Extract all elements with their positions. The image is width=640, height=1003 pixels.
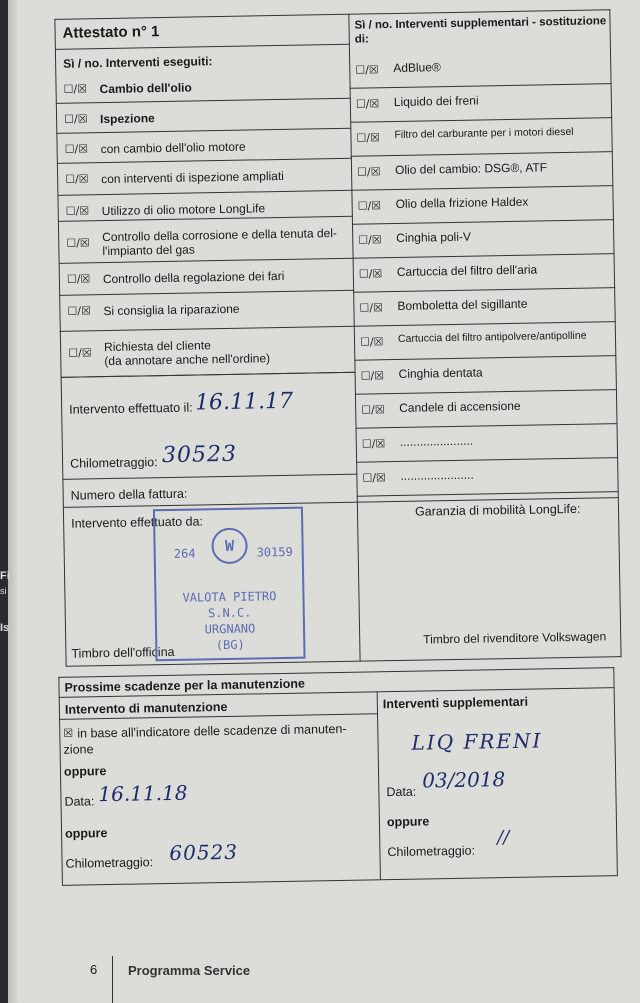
- supplementary-mileage-label: Chilometraggio:: [387, 843, 476, 860]
- left-item-checkbox[interactable]: ☐/☒: [65, 172, 89, 186]
- next-date-label: Data:: [64, 794, 95, 809]
- supplementary-date-label: Data:: [386, 784, 417, 800]
- oppure-label-1: oppure: [63, 764, 107, 779]
- right-item-label: Olio del cambio: DSG®, ATF: [394, 160, 548, 177]
- indicator-text-line2: zione: [63, 742, 94, 757]
- document-page: [8, 0, 640, 1003]
- edge-text-2: si: [0, 586, 7, 596]
- right-item-checkbox[interactable]: ☐/☒: [361, 403, 385, 417]
- workshop-stamp-label: Timbro dell'officina: [71, 644, 175, 661]
- right-item-checkbox[interactable]: ☐/☒: [358, 233, 382, 247]
- right-item-checkbox[interactable]: ☐/☒: [361, 437, 386, 451]
- right-item-checkbox[interactable]: ☐/☒: [356, 131, 381, 145]
- right-item-label: Cinghia dentata: [398, 365, 483, 381]
- right-item-checkbox[interactable]: ☐/☒: [355, 97, 380, 111]
- next-mileage-value[interactable]: 60523: [169, 839, 239, 865]
- left-item-checkbox[interactable]: ☐/☒: [67, 304, 92, 318]
- right-item-checkbox[interactable]: ☐/☒: [358, 267, 383, 281]
- right-item-label: Liquido dei freni: [393, 93, 479, 109]
- supplementary-column-header: Interventi supplementari: [382, 694, 529, 712]
- left-item-checkbox[interactable]: ☐/☒: [65, 204, 90, 218]
- right-item-checkbox[interactable]: ☐/☒: [357, 199, 382, 213]
- maintenance-column-header: Intervento di manutenzione: [64, 699, 228, 717]
- supplementary-date-value[interactable]: 03/2018: [421, 767, 506, 793]
- left-item-label: Utilizzo di olio motore LongLife: [101, 201, 266, 219]
- right-item-checkbox[interactable]: ☐/☒: [359, 335, 384, 349]
- mileage-value[interactable]: 30523: [161, 441, 238, 469]
- service-date-label: Intervento effettuato il:: [69, 400, 193, 417]
- right-column-header-cont: di:: [354, 33, 369, 46]
- right-item-label: Candele di accensione: [399, 398, 521, 415]
- left-item-label: (da annotare anche nell'ordine): [104, 351, 271, 369]
- stamp-name: VALOTA PIETRO: [182, 589, 277, 605]
- indicator-text-line1: in base all'indicatore delle scadenze di manuten-: [77, 721, 347, 741]
- right-item-label: Filtro del carburante per i motori diesel: [394, 125, 574, 141]
- certificate-title: Attestato n° 1: [62, 23, 160, 42]
- performed-by-label: Intervento effettuato da:: [71, 514, 204, 531]
- footer-divider: [112, 956, 113, 1003]
- next-maintenance-form: [8, 0, 640, 1003]
- left-item-label: Ispezione: [99, 111, 155, 127]
- oppure-label-3: oppure: [386, 814, 430, 830]
- right-column-header: Sì / no. Interventi supplementari - sostituzione: [354, 15, 607, 32]
- left-item-checkbox[interactable]: ☐/☒: [63, 82, 88, 96]
- right-item-label: ......................: [400, 467, 474, 483]
- left-item-checkbox[interactable]: ☐/☒: [66, 236, 90, 250]
- right-item-checkbox[interactable]: ☐/☒: [355, 63, 379, 77]
- indicator-checkbox[interactable]: ☒: [63, 726, 74, 740]
- right-item-label: Bomboletta del sigillante: [397, 296, 528, 313]
- mileage-label: Chilometraggio:: [69, 455, 158, 471]
- left-item-checkbox[interactable]: ☐/☒: [66, 272, 91, 286]
- left-item-label: Richiesta del cliente: [103, 338, 211, 355]
- stamp-town: URGNANO: [204, 621, 256, 637]
- right-item-checkbox[interactable]: ☐/☒: [356, 165, 381, 179]
- supplementary-mileage-value[interactable]: //: [497, 827, 510, 849]
- right-item-label: AdBlue®: [393, 60, 441, 75]
- left-item-label: l'impianto del gas: [102, 242, 195, 259]
- left-item-checkbox[interactable]: ☐/☒: [68, 346, 92, 360]
- right-item-checkbox[interactable]: ☐/☒: [362, 471, 386, 485]
- oppure-label-2: oppure: [64, 826, 108, 841]
- supplementary-item-value[interactable]: LIQ FRENI: [411, 728, 543, 755]
- vw-logo-icon: W: [211, 528, 248, 565]
- stamp-company: S.N.C.: [207, 605, 252, 621]
- longlife-guarantee-label: Garanzia di mobilità LongLife:: [414, 501, 581, 519]
- edge-text-1: Fi: [0, 570, 10, 582]
- right-item-checkbox[interactable]: ☐/☒: [360, 369, 385, 383]
- left-item-label: con cambio dell'olio motore: [100, 139, 246, 157]
- right-item-label: Olio della frizione Haldex: [395, 194, 529, 211]
- stamp-number: 30159: [256, 544, 293, 560]
- left-item-label: Controllo della regolazione dei fari: [102, 268, 285, 287]
- left-column-header: Sì / no. Interventi eseguiti:: [63, 54, 213, 71]
- next-date-value[interactable]: 16.11.18: [98, 780, 188, 807]
- footer-title: Programma Service: [128, 963, 251, 978]
- dealer-stamp-label: Timbro del rivenditore Volkswagen: [423, 629, 607, 647]
- left-item-checkbox[interactable]: ☐/☒: [64, 142, 89, 156]
- stamp-code: 264: [173, 546, 196, 561]
- page-number: 6: [90, 962, 98, 977]
- right-item-label: Cartuccia del filtro dell'aria: [396, 262, 538, 279]
- left-item-label: con interventi di ispezione ampliati: [101, 168, 285, 187]
- right-item-label: ......................: [399, 433, 474, 449]
- left-item-label: Cambio dell'olio: [99, 80, 192, 97]
- left-item-label: Si consiglia la riparazione: [103, 301, 240, 319]
- right-item-label: Cinghia poli-V: [396, 229, 472, 245]
- edge-text-3: Is: [0, 622, 10, 634]
- left-item-label: Controllo della corrosione e della tenuta del-: [102, 226, 338, 245]
- stamp-province: (BG): [215, 637, 245, 653]
- left-item-checkbox[interactable]: ☐/☒: [63, 112, 88, 126]
- invoice-number-label: Numero della fattura:: [70, 486, 188, 503]
- right-item-label: Cartuccia del filtro antipolvere/antipolline: [397, 329, 587, 345]
- right-item-checkbox[interactable]: ☐/☒: [359, 301, 383, 315]
- service-date-value[interactable]: 16.11.17: [194, 388, 294, 416]
- next-mileage-label: Chilometraggio:: [65, 855, 154, 871]
- next-maintenance-title: Prossime scadenze per la manutenzione: [64, 676, 305, 695]
